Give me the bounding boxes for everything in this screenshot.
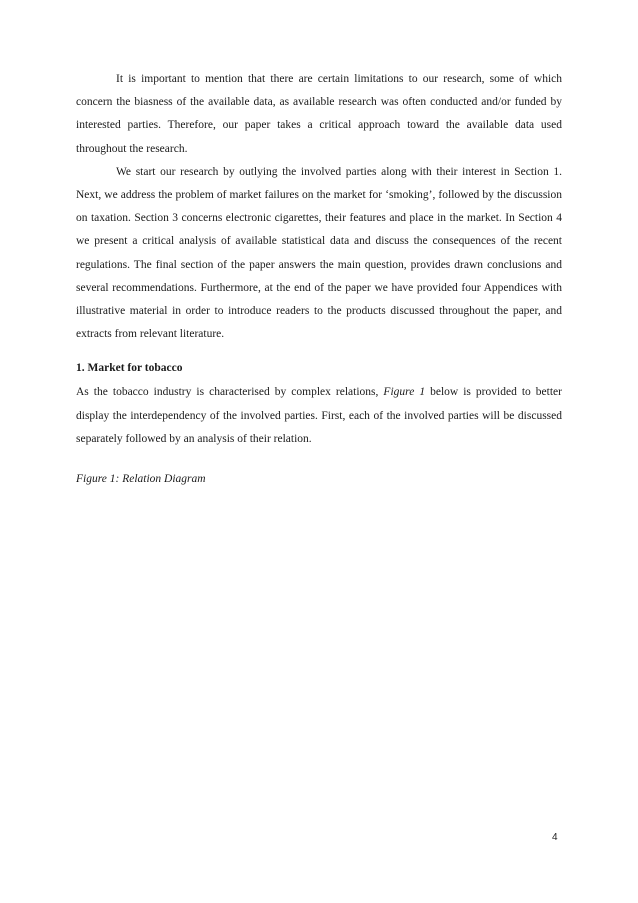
page-content [76,68,562,491]
paragraph-outline: We start our research by outlying the involved parties along with their interest in Section 1. Next, we address the problem of market failures on the market for ‘smoking’, followed by the discussion on taxation. Section 3 concerns electronic cigarettes, their features and place in the market. In Section 4 we present a critical analysis of available statistical data and discuss the consequences of the recent regulations. The final section of the paper answers the main question, provides drawn conclusions and several recommendations. Furthermore, at the end of the paper we have provided four Appendices with illustrative material in order to introduce readers to the products discussed throughout the paper, and extracts from relevant literature. [76,165,562,341]
intro-text-after: below is provided to better display the interdependency of the involved parties. First, each of the involved parties will be discussed separately followed by an analysis of their relation. [76,386,562,445]
paragraph-market-intro [76,381,562,451]
paragraph-limitations: It is important to mention that there are certain limitations to our research, some of which concern the biasness of the available data, as available research was often conducted and/or funded by interested parties. Therefore, our paper takes a critical approach toward the available data used throughout the research. [76,73,562,155]
figure-caption: Figure 1: Relation Diagram [76,473,206,486]
page-number: 4 [552,832,558,843]
intro-text-before: As the tobacco industry is characterised by complex relations, [76,386,384,399]
figure-reference: Figure 1 [383,386,426,399]
section-heading-market-for-tobacco: 1. Market for tobacco [76,362,183,375]
